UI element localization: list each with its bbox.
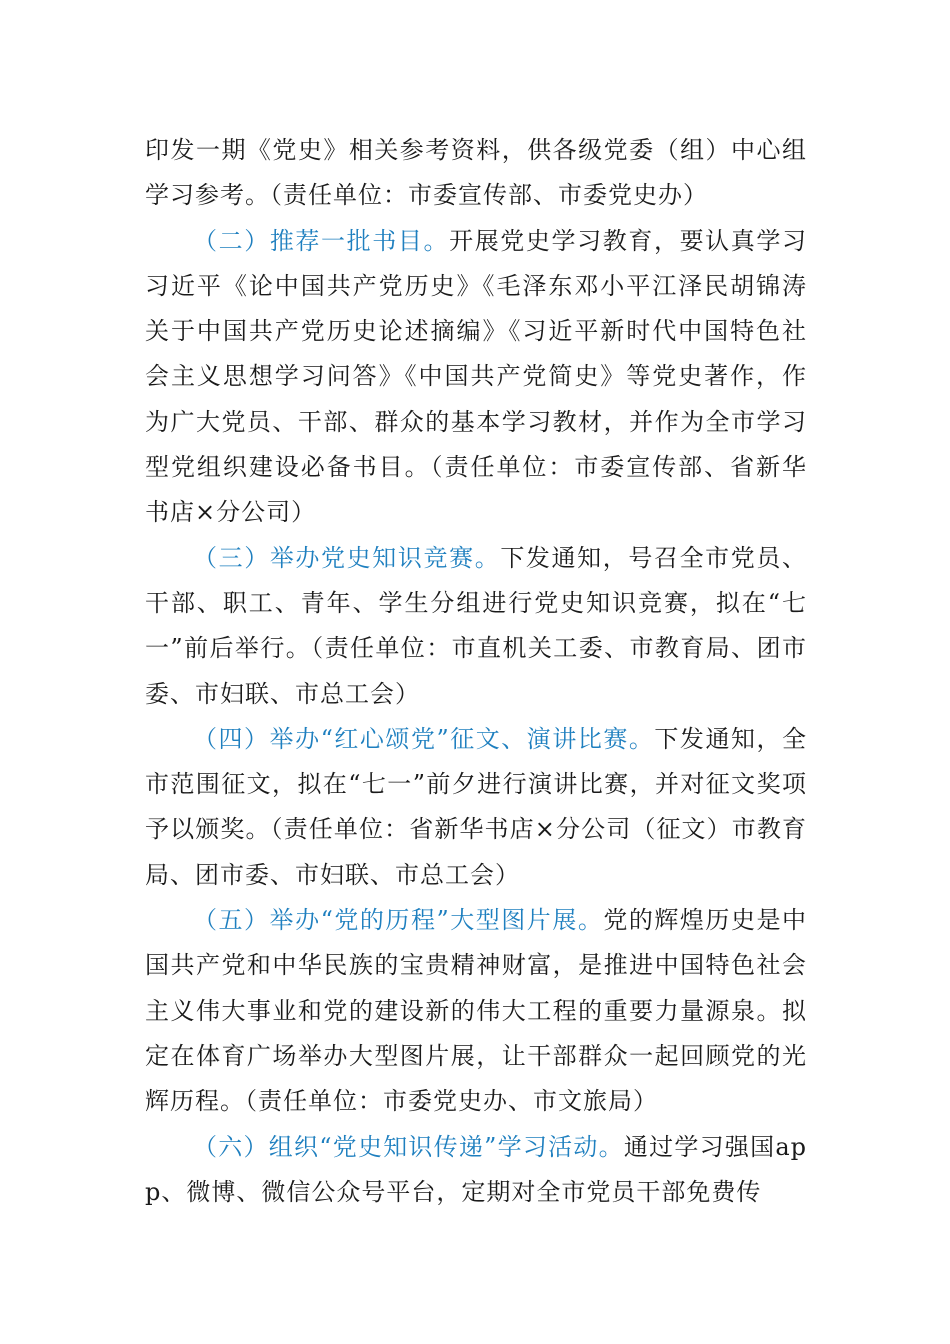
section-heading: （二）推荐一批书目。: [193, 226, 450, 255]
document-page: [145, 128, 807, 1215]
paragraph-text: 印发一期《党史》相关参考资料，供各级党委（组）中心组学习参考。（责任单位：市委宣传部、市委党史办）: [145, 136, 807, 210]
paragraph-text: 下发通知，号召全市党员、干部、职工、青年、学生分组进行党史知识竞赛，拟在“七一”前后举行。（责任单位：市直机关工委、市教育局、团市委、市妇联、市总工会）: [145, 543, 808, 708]
section-heading: （四）举办“红心颂党”征文、演讲比赛。: [193, 724, 655, 753]
paragraph-text: 下发通知，全市范围征文，拟在“七一”前夕进行演讲比赛，并对征文奖项予以颁奖。（责任单位：省新华书店×分公司（征文）市教育局、团市委、市妇联、市总工会）: [145, 724, 808, 889]
section-heading: （五）举办“党的历程”大型图片展。: [193, 906, 604, 935]
paragraph-text: 开展党史学习教育，要认真学习习近平《论中国共产党历史》《毛泽东邓小平江泽民胡锦涛关于中国共产党历史论述摘编》《习近平新时代中国特色社会主义思想学习问答》《中国共产党简史》等党史著作，作为广大党员、干部、群众的基本学习教材，并作为全市学习型党组织建设必备书目。（责任单位：市委宣传部、省新华书店×分公司）: [145, 226, 808, 527]
section-photo-exhibition: [145, 898, 807, 1124]
paragraph-continuation: [145, 128, 807, 219]
section-recommend-books: [145, 219, 807, 536]
paragraph-text: 党的辉煌历史是中国共产党和中华民族的宝贵精神财富，是推进中国特色社会主义伟大事业和党的建设新的伟大工程的重要力量源泉。拟定在体育广场举办大型图片展，让干部群众一起回顾党的光辉历程。（责任单位：市委党史办、市文旅局）: [145, 906, 807, 1116]
section-knowledge-relay: [145, 1125, 807, 1216]
section-knowledge-contest: [145, 536, 807, 717]
section-heading: （三）举办党史知识竞赛。: [193, 543, 501, 572]
section-essay-speech-contest: [145, 717, 807, 898]
section-heading: （六）组织“党史知识传递”学习活动。: [193, 1132, 624, 1161]
paragraph-text: 通过学习强国app、微博、微信公众号平台，定期对全市党员干部免费传: [145, 1132, 807, 1206]
